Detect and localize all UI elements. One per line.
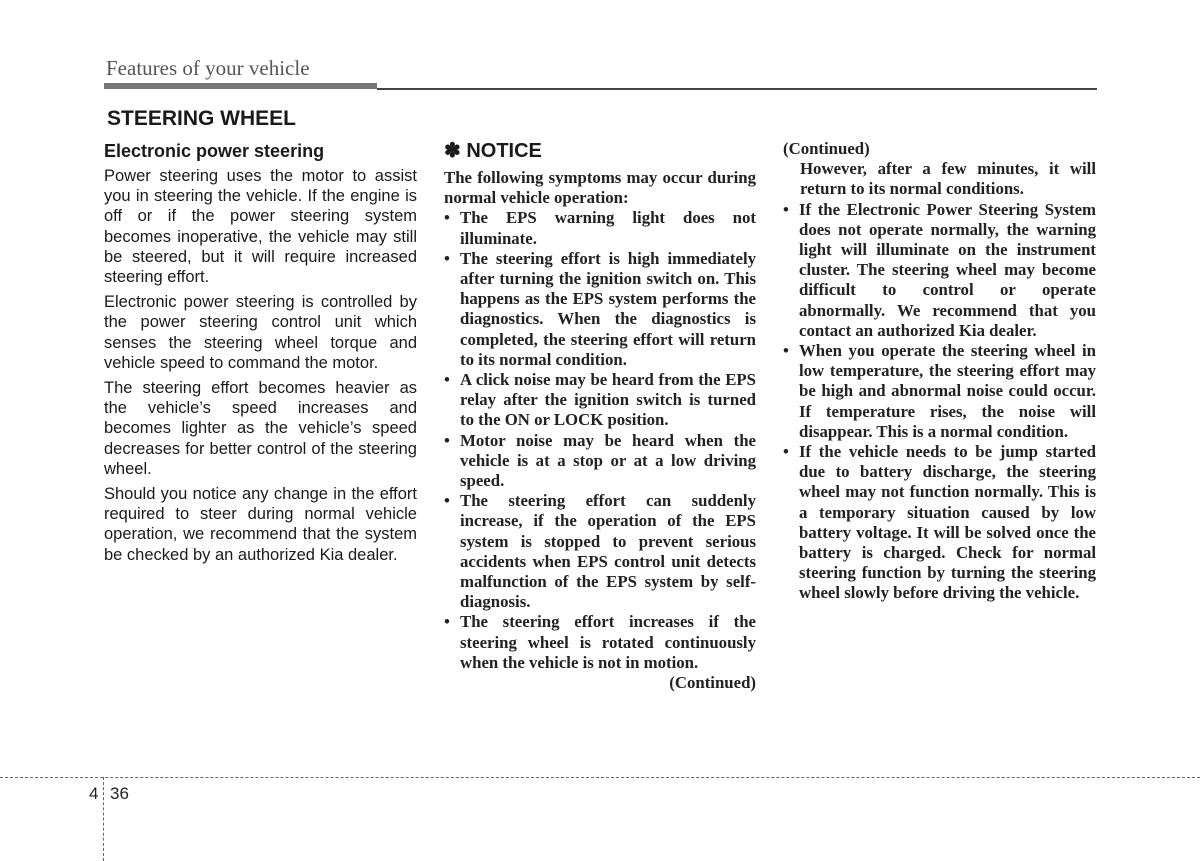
bullet-glyph: • — [783, 199, 789, 219]
bullet-glyph: • — [783, 341, 789, 361]
bullet-glyph: • — [444, 248, 450, 268]
list-item: • If the Electronic Power Steering System does not operate normally, the warning light will illuminate on the instrument cluster. The steering wheel may become difficult to control or operate abnormally. We recommend that you contact an authorized Kia dealer. — [783, 199, 1096, 340]
page-header-title: Features of your vehicle — [106, 56, 310, 80]
subheading: Electronic power steering — [104, 141, 325, 161]
continued-label: (Continued) — [669, 673, 756, 693]
notice-list — [444, 208, 756, 673]
section-title: STEERING WHEEL — [107, 107, 297, 130]
paragraph: Electronic power steering is controlled by the power steering control unit which senses the steering wheel torque and vehicle speed to command the motor. — [104, 293, 417, 372]
bullet-glyph: • — [444, 491, 450, 511]
column-electronic-power-steering — [104, 140, 417, 570]
chapter-number: 4 — [89, 784, 99, 803]
list-item: • When you operate the steering wheel in low temperature, the steering effort may be high and abnormal noise could occur. If temperature rises, the noise will disappear. This is a normal condition. — [783, 341, 1096, 441]
bullet-glyph: • — [444, 208, 450, 228]
bullet-glyph: • — [783, 442, 789, 462]
paragraph: Power steering uses the motor to assist you in steering the vehicle. If the engine is off or if the power steering system becomes inoperative, the vehicle may still be steered, but it will require increased steering effort. — [104, 167, 417, 287]
notice-box — [444, 138, 756, 693]
header-rule-thick — [104, 83, 377, 89]
notice-heading: ✽ NOTICE — [444, 140, 542, 162]
list-item: • The steering effort is high immediately after turning the ignition switch on. This happens as the EPS system performs the diagnostics. When the diagnostics is completed, the steering effort will return to its normal condition. — [444, 248, 756, 369]
continued-label: (Continued) — [783, 139, 870, 158]
footer-divider — [0, 777, 1200, 778]
bullet-glyph: • — [444, 612, 450, 632]
list-item: • A click noise may be heard from the EPS relay after the ignition switch is turned to the ON or LOCK position. — [444, 370, 756, 430]
list-item: • Motor noise may be heard when the vehicle is at a stop or at a low driving speed. — [444, 430, 756, 491]
notice-continued-column — [783, 139, 1096, 604]
notice-intro: The following symptoms may occur during normal vehicle operation: — [444, 168, 756, 208]
list-item: • The steering effort increases if the steering wheel is rotated continuously when the vehicle is not in motion. — [444, 612, 756, 672]
bullet-glyph: • — [444, 370, 450, 390]
bullet-glyph: • — [444, 430, 450, 450]
header-rule-thin — [377, 88, 1097, 90]
list-item: • The EPS warning light does not illuminate. — [444, 208, 756, 248]
carryover-text: However, after a few minutes, it will return to its normal conditions. — [800, 159, 1096, 199]
list-item: • The steering effort can suddenly increase, if the operation of the EPS system is stopped to prevent serious accidents when EPS control unit detects malfunction of the EPS system by self-diagnosis. — [444, 491, 756, 612]
notice-list-continued — [783, 200, 1096, 604]
paragraph: The steering effort becomes heavier as the vehicle’s speed increases and becomes lighter as the vehicle’s speed decreases for better control of the steering wheel. — [104, 379, 417, 478]
footer-vertical-divider — [103, 777, 104, 861]
page-number: 36 — [110, 784, 129, 803]
list-item: • If the vehicle needs to be jump started due to battery discharge, the steering wheel may not function normally. This is a temporary situation caused by low battery voltage. It will be solved once the battery is charged. Check for normal steering function by turning the steering wheel slowly before driving the vehicle. — [783, 442, 1096, 603]
paragraph: Should you notice any change in the effort required to steer during normal vehicle operation, we recommend that the system be checked by an authorized Kia dealer. — [104, 485, 417, 564]
